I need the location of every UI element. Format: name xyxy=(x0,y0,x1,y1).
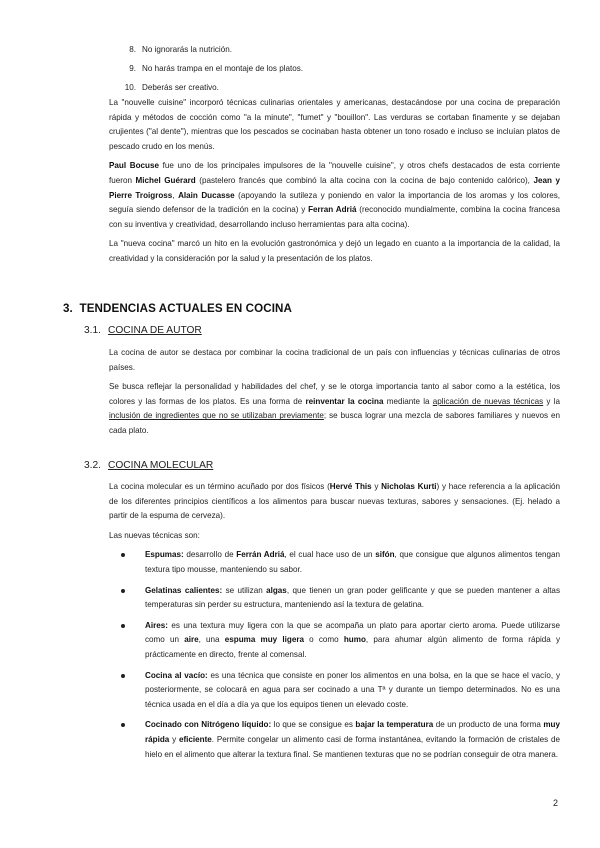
paragraph-autor-intro: La cocina de autor se destaca por combinar la cocina tradicional de un país con influencias y técnicas culinarias de otros países. xyxy=(109,348,560,372)
section-title: TENDENCIAS ACTUALES EN COCINA xyxy=(79,302,292,315)
cocina-molecular-section xyxy=(109,480,560,768)
techniques-intro: Las nuevas técnicas son: xyxy=(109,530,200,540)
subsection-heading-cocina-molecular xyxy=(84,459,213,472)
nouvelle-cuisine-section xyxy=(109,96,560,272)
page-number: 2 xyxy=(552,798,558,808)
text-run: . Permite congelar un alimento casi de forma instantánea, evitando la formación de cristales de hielo en el alimento que alterar la textura final. Se mantienen texturas que no se podrían conseguir de otra manera. xyxy=(145,734,560,759)
bold-text: reinventar la cocina xyxy=(305,396,384,406)
text-run: mediante la xyxy=(383,396,433,406)
bold-text: bajar la temperatura xyxy=(355,720,434,730)
bullet-icon xyxy=(121,674,125,678)
paragraph-nouvelle-cuisine: La "nouvelle cuisine" incorporó técnicas culinarias orientales y americanas, destacándose por una cocina de preparación rápida y métodos de cocción como "a la minute", "fumet" y "bouillon". Las verduras se cortaban finamente y se dejaban crujientes ("al dente"), mientras que los pescados se cocinaban hasta obtener un tono rosado e incluso se incluían platos de pescado crudo en los menús. xyxy=(109,98,560,151)
text-run: y xyxy=(169,734,179,744)
technique-espumas xyxy=(109,548,560,577)
text-run: y la xyxy=(543,396,560,406)
text-run: (apoyando la sutileza y poniendo en valor la importancia de los aromas y los colores, seguía siendo defensor de la tradición en la cocina) y xyxy=(109,190,561,215)
section-number: 3. xyxy=(63,302,73,315)
list-text: Deberás ser creativo. xyxy=(142,83,219,93)
text-run: ) y hace referencia a la aplicación de los diferentes principios científicos a los alimentos para buscar nuevas texturas, sabores y sensaciones. (Ej. helado a partir de la espuma de cerveza). xyxy=(109,482,561,521)
techniques-list xyxy=(109,548,560,762)
bullet-icon xyxy=(121,624,125,628)
text-run: o como xyxy=(303,635,344,645)
subsection-title: COCINA DE AUTOR xyxy=(108,325,202,336)
bold-text: aire xyxy=(184,635,199,645)
numbered-list xyxy=(110,41,530,98)
technique-vacio xyxy=(109,669,560,713)
subsection-number: 3.1. xyxy=(84,325,101,336)
paragraph-chefs xyxy=(109,159,560,232)
physicist-name: Hervé This xyxy=(329,482,372,491)
bold-text: Ferrán Adriá xyxy=(236,550,285,560)
text-run: , que tienen un gran poder gelificante y que se pueden mantener a altas temperaturas sin perder su estructura, manteniendo así la textura de gelatina. xyxy=(145,585,560,610)
list-text: No harás trampa en el montaje de los platos. xyxy=(142,64,304,74)
text-run: (reconocido mundialmente, combina la cocina francesa con su inventiva y creatividad, desarrollando incluso herramientas para alta cocina). xyxy=(109,205,561,229)
technique-gelatinas xyxy=(109,584,560,613)
subsection-heading-cocina-autor xyxy=(84,324,202,337)
bullet-icon xyxy=(121,723,125,727)
technique-aires xyxy=(109,619,560,663)
technique-name: Espumas: xyxy=(145,550,184,560)
technique-nitrogeno xyxy=(109,718,560,762)
text-run: , que consigue que algunos alimentos tengan textura tipo mousse, manteniendo su sabor. xyxy=(145,550,560,574)
chef-name: Ferran Adriá xyxy=(308,205,357,215)
technique-name: Aires: xyxy=(145,620,168,630)
list-number: 10. xyxy=(124,83,136,93)
text-run: de un producto de una forma xyxy=(433,720,544,730)
bold-text: humo xyxy=(343,635,366,645)
bullet-icon xyxy=(121,553,125,557)
bold-text: eficiente xyxy=(178,734,212,744)
text-run: se utilizan xyxy=(222,585,267,595)
chef-name: Paul Bocuse xyxy=(109,161,159,171)
text-run: (pastelero francés que combinó la alta cocina con la cocina de bajo contenido calórico), xyxy=(195,175,534,185)
text-run: Se busca reflejar la personalidad y habilidades del chef, y se le otorga importancia tanto al sabor como a la estética, los colores y las formas de los platos. Es una forma de xyxy=(109,382,560,406)
technique-name: Cocina al vacío: xyxy=(145,670,208,680)
list-item xyxy=(110,41,530,60)
bullet-icon xyxy=(121,589,125,593)
text-run: , xyxy=(172,190,179,200)
physicist-name: Nicholas Kurti xyxy=(381,482,437,491)
bold-text: sifón xyxy=(375,550,395,560)
list-number: 8. xyxy=(129,45,136,55)
bold-text: algas xyxy=(266,585,287,595)
text-run: , para ahumar algún alimento de forma rápida y prácticamente en directo, frente al comensal. xyxy=(145,635,560,659)
paragraph-molecular-intro xyxy=(109,480,560,524)
underlined-text: aplicación de nuevas técnicas xyxy=(432,396,544,406)
paragraph-autor-detail xyxy=(109,380,560,438)
text-run: , el cual hace uso de un xyxy=(284,550,376,560)
technique-name: Cocinado con Nitrógeno líquido: xyxy=(145,720,272,730)
technique-name: Gelatinas calientes: xyxy=(145,585,223,595)
chef-name: Michel Guérard xyxy=(135,175,196,185)
text-run: lo que se consigue es xyxy=(271,720,356,730)
list-item xyxy=(110,60,530,79)
text-run: es una textura muy ligera con la que se acompaña un plato para aportar cierto aroma. Puede utilizarse como un xyxy=(145,620,560,645)
text-run: fue uno de los principales impulsores de la "nouvelle cuisine", y otros chefs destacados de esta corriente fueron xyxy=(109,161,560,185)
text-run: ; se busca lograr una mezcla de sabores familiares y nuevos en cada plato. xyxy=(109,411,560,435)
text-run: La cocina molecular es un término acuñado por dos físicos ( xyxy=(109,482,330,491)
list-number: 9. xyxy=(129,64,136,74)
cocina-autor-section xyxy=(109,346,560,444)
paragraph-legacy: La "nueva cocina" marcó un hito en la evolución gastronómica y dejó un legado en cuanto a la importancia de la calidad, la creatividad y la consideración por la salud y la presentación de los platos. xyxy=(109,239,560,263)
bold-text: espuma muy ligera xyxy=(224,635,304,645)
section-heading xyxy=(63,302,292,316)
chef-name: Jean y Pierre Troigross xyxy=(109,175,561,200)
text-run: , una xyxy=(198,635,225,645)
subsection-title: COCINA MOLECULAR xyxy=(108,460,214,471)
subsection-number: 3.2. xyxy=(84,460,101,471)
text-run: y xyxy=(371,482,382,491)
underlined-text: inclusión de ingredientes que no se utilizaban previamente xyxy=(109,411,324,421)
bold-text: muy rápida xyxy=(145,720,560,744)
chef-name: Alain Ducasse xyxy=(178,190,235,200)
text-run: desarrollo de xyxy=(183,550,237,560)
text-run: es una técnica que consiste en poner los alimentos en una bolsa, en la que se hace el vacío, y posteriormente, se colocará en agua para ser cocinado a una Tª y durante un tiempo determinados. No es una técnica usada en el día a día ya que los equipos tienen un elevado coste. xyxy=(145,670,560,709)
list-text: No ignorarás la nutrición. xyxy=(142,45,232,55)
